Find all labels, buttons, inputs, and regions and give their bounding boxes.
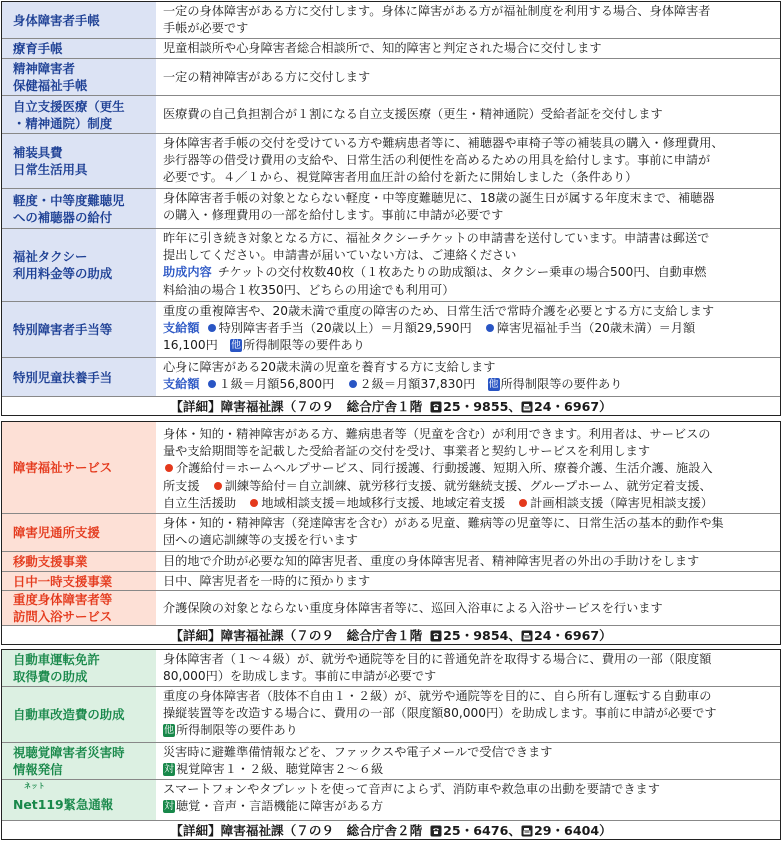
- row-label: 重度身体障害者等 訪問入浴サービス: [2, 591, 156, 625]
- row-label: 自動車運転免許 取得費の助成: [2, 650, 156, 686]
- other-badge-icon: 他: [231, 340, 242, 352]
- section-footer: 【詳細】障害福祉課（７の９ 総合庁舎１階 25・9855、 24・6967）: [170, 399, 612, 415]
- row-description: 身体障害者手帳の交付を受けている方や難病患者等に、補聴器や車椅子等の補装具の購入・修理費用、 歩行器等の借受け費用の支給や、日常生活の利便性を高めるための用具を給付します。事前に申請が 必要です。４／１から、視覚障害者用血圧計の給付を新たに開始しました（条件あり）: [163, 136, 724, 185]
- row-label: 特別障害者手当等: [2, 302, 156, 357]
- row-label: 障害福祉サービス: [2, 422, 156, 513]
- section-footer: 【詳細】障害福祉課（７の９ 総合庁舎１階 25・9854、 24・6967）: [170, 628, 612, 644]
- fax-icon: [521, 630, 533, 642]
- table-row: [2, 650, 780, 687]
- row-description: 身体・知的・精神障害（発達障害を含む）がある児童、難病等の児童等に、日常生活の基本的動作や集 団への適応訓練等の支援を行います: [163, 516, 724, 548]
- table-row: [2, 189, 780, 229]
- table-row: [2, 780, 780, 821]
- row-label: 福祉タクシー 利用料金等の助成: [2, 229, 156, 301]
- row-description: 日中、障害児者を一時的に預かります: [163, 573, 371, 588]
- row-description: 重度の身体障害者（肢体不自由１・２級）が、就労や通院等を目的に、自ら所有し運転する自動車の 操縦装置等を改造する場合に、費用の一部（限度額80,000円）を助成します。事前に申請が必要です 他 所得制限等の要件あり: [163, 689, 717, 738]
- row-description: 重度の重複障害や、20歳未満で重度の障害のため、日常生活で常時介護を必要とする方に支給します 支給額 特別障害者手当（20歳以上）＝月額29,590円 障害児福祉手当（20歳未満）＝月額 16,100円 他 所得制限等の要件あり: [163, 304, 715, 353]
- row-description: 一定の精神障害がある方に交付します: [163, 69, 371, 84]
- bullet-icon: [214, 482, 222, 490]
- other-badge-icon: 他: [164, 725, 174, 737]
- table-row: [2, 591, 780, 626]
- table-row: [2, 358, 780, 397]
- row-label: 移動支援事業: [2, 552, 156, 571]
- bullet-icon: [519, 499, 527, 507]
- bullet-icon: [165, 464, 173, 472]
- row-description: 医療費の自己負担割合が１割になる自立支援医療（更生・精神通院）受給者証を交付します: [163, 107, 663, 122]
- table-row: [2, 552, 780, 572]
- row-description: 心身に障害がある20歳未満の児童を養育する方に支給します 支給額 １級＝月額56,800円 ２級＝月額37,830円 他 所得制限等の要件あり: [163, 360, 623, 392]
- table-row: [2, 2, 780, 39]
- table-row: [2, 514, 780, 552]
- row-description: 災害時に避難準備情報などを、ファックスや電子メールで受信できます 対 視覚障害１・２級、聴覚障害２～６級: [163, 745, 553, 777]
- table-row: [2, 687, 780, 743]
- bullet-icon: [349, 380, 357, 388]
- row-label: 補装具費 日常生活用具: [2, 134, 156, 188]
- table-row: [2, 422, 780, 514]
- target-badge-icon: 対: [164, 764, 174, 776]
- table-row: [2, 59, 780, 96]
- table-row: [2, 229, 780, 302]
- row-description: 児童相談所や心身障害者総合相談所で、知的障害と判定された場合に交付します: [163, 41, 602, 56]
- table-row: [2, 39, 780, 59]
- row-description: 身体・知的・精神障害がある方、難病患者等（児童を含む）が利用できます。利用者は、サービスの 量や支給期間等を記載した受給者証の交付を受け、事業者と契約しサービスを利用します 介護給付＝ホームヘルプサービス、同行援護、行動援護、短期入所、療養介護、生活介護、施設入 所支援 訓練等給付＝自立訓練、就労移行支援、就労継続支援、グループホーム、就労定着支援、 自立生活援助 地域相談支援＝地域移行支援、地域定着支援 計画相談支援（障害児相談支援）: [163, 427, 714, 510]
- section-disability-certificates: [1, 1, 781, 416]
- row-label: 自動車改造費の助成: [2, 687, 156, 742]
- bullet-icon: [208, 324, 216, 332]
- bullet-icon: [208, 380, 216, 388]
- phone-icon: [430, 630, 442, 642]
- phone-icon: [430, 825, 442, 837]
- table-row: [2, 302, 780, 358]
- row-label: 日中一時支援事業: [2, 572, 156, 590]
- row-label: 視聴覚障害者災害時 情報発信: [2, 743, 156, 779]
- row-description: 身体障害者手帳の対象とならない軽度・中等度難聴児に、18歳の誕生日が属する年度末まで、補聴器 の購入・修理費用の一部を給付します。事前に申請が必要です: [163, 191, 715, 223]
- row-label: 特別児童扶養手当: [2, 358, 156, 396]
- payment-keyword: 支給額: [163, 321, 200, 336]
- fax-icon: [521, 825, 533, 837]
- row-label: ネット Net119緊急通報: [2, 780, 156, 820]
- payment-keyword: 支給額: [163, 377, 200, 392]
- row-label: 精神障害者 保健福祉手帳: [2, 59, 156, 95]
- row-label: 身体障害者手帳: [2, 2, 156, 38]
- section-footer: 【詳細】障害福祉課（７の９ 総合庁舎２階 25・6476、 29・6404）: [170, 823, 612, 839]
- row-description: 昨年に引き続き対象となる方に、福祉タクシーチケットの申請書を送付しています。申請書は郵送で 提出してください。申請書が届いていない方は、ご連絡ください 助成内容 チケットの交付枚数40枚（１枚あたりの助成額は、タクシー乗車の場合500円、自動車燃 料給油の場合１枚350円、どちらの用途でも利用可）: [163, 231, 710, 297]
- other-badge-icon: 他: [488, 379, 499, 391]
- target-badge-icon: 対: [164, 801, 174, 813]
- table-row: [2, 96, 780, 134]
- row-description: 身体障害者（１～４級）が、就労や通院等を目的に普通免許を取得する場合に、費用の一部（限度額 80,000円）を助成します。事前に申請が必要です: [163, 652, 712, 684]
- row-description: 介護保険の対象とならない重度身体障害者等に、巡回入浴車による入浴サービスを行います: [163, 600, 663, 615]
- fax-icon: [521, 401, 533, 413]
- ruby-text: ネット: [24, 782, 45, 790]
- row-label: 軽度・中等度難聴児 への補聴器の給付: [2, 189, 156, 228]
- row-label: 障害児通所支援: [2, 514, 156, 551]
- support-content-keyword: 助成内容: [163, 265, 212, 280]
- section-mobility-and-emergency: [1, 649, 781, 840]
- row-description: 一定の身体障害がある方に交付します。身体に障害がある方が福祉制度を利用する場合、身体障害者 手帳が必要です: [163, 4, 711, 36]
- section-welfare-services: [1, 421, 781, 645]
- phone-icon: [430, 401, 442, 413]
- row-description: スマートフォンやタブレットを使って音声によらず、消防車や救急車の出動を要請できます 対 聴覚・音声・言語機能に障害がある方: [163, 782, 660, 814]
- table-row: [2, 743, 780, 780]
- bullet-icon: [250, 499, 258, 507]
- row-label: 療育手帳: [2, 39, 156, 58]
- row-label: 自立支援医療（更生 ・精神通院）制度: [2, 96, 156, 133]
- bullet-icon: [486, 324, 494, 332]
- table-row: [2, 572, 780, 591]
- table-row: [2, 134, 780, 189]
- row-description: 目的地で介助が必要な知的障害児者、重度の身体障害児者、精神障害児者の外出の手助けをします: [163, 554, 700, 569]
